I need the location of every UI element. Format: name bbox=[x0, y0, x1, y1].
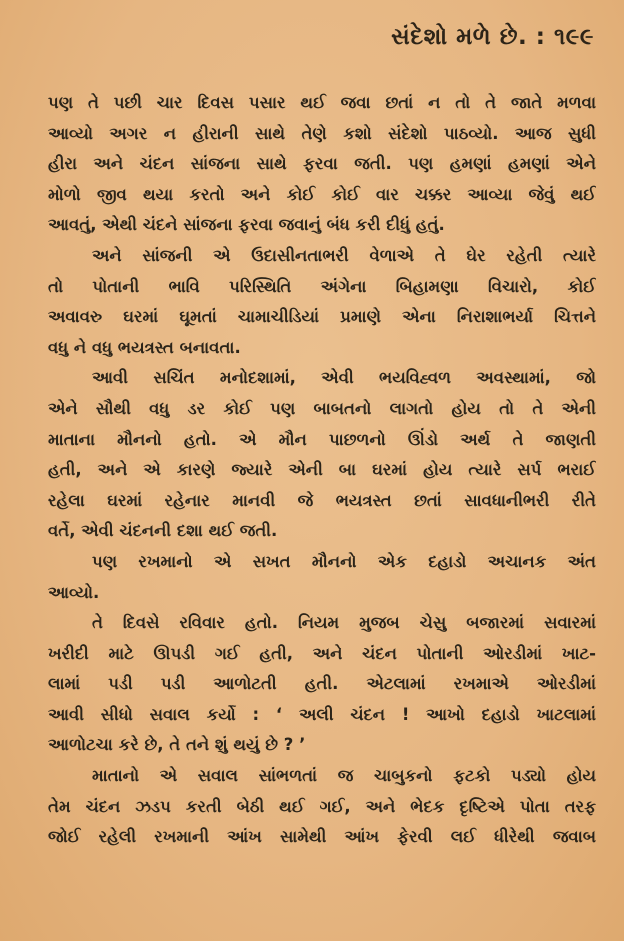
text-line: તેમ ચંદન ઝડપ કરતી બેઠી થઈ ગઈ, અને ભેદક દૃષ્ટિએ પોતા તરફ bbox=[48, 796, 596, 816]
text-line: આવી સચિંત મનોદશામાં, એવી ભયવિહ્વળ અવસ્થામાં, જો bbox=[92, 368, 596, 388]
text-line: પણ રખમાનો એ સખત મૌનનો એક દહાડો અચાનક અંત bbox=[92, 551, 596, 571]
text-line: વર્તે, એવી ચંદનની દશા થઈ જતી. bbox=[48, 521, 278, 541]
text-line: એને સૌથી વધુ ડર કોઈ પણ બાબતનો લાગતો હોય તો તે એની bbox=[48, 398, 596, 418]
text-line: અવાવરુ ઘરમાં ઘૂમતાં ચામાચીડિયાં પ્રમાણે એના નિરાશાભર્યા ચિત્તને bbox=[48, 307, 596, 327]
text-line: આવ્યો અગર ન હીરાની સાથે તેણે કશો સંદેશો પાઠવ્યો. આજ સુધી bbox=[48, 123, 596, 143]
text-line: આવ્યો. bbox=[48, 582, 100, 602]
text-line: મોળો જીવ થયા કરતો અને કોઈ કોઈ વાર ચક્કર આવ્યા જેવું થઈ bbox=[48, 184, 596, 204]
text-line: આવી સીધો સવાલ કર્યો : ‘ અલી ચંદન ! આખો દહાડો ખાટલામાં bbox=[48, 704, 596, 724]
text-line: લામાં પડી પડી આળોટતી હતી. એટલામાં રખમાએ ઓરડીમાં bbox=[48, 674, 596, 694]
text-line: માતાનો એ સવાલ સાંભળતાં જ ચાબુકનો ફટકો પડ્યો હોય bbox=[92, 766, 596, 786]
text-line: તો પોતાની ભાવિ પરિસ્થિતિ અંગેના બિહામણા વિચારો, કોઈ bbox=[48, 276, 596, 296]
text-line: તે દિવસે રવિવાર હતો. નિયમ મુજબ ચેસુ બજારમાં સવારમાં bbox=[92, 613, 596, 633]
text-line: આળોટચા કરે છે, તે તને શું થયું છે ? ’ bbox=[48, 735, 306, 755]
text-line: અને સાંજની એ ઉદાસીનતાભરી વેળાએ તે ઘેર રહેતી ત્યારે bbox=[92, 245, 596, 265]
body-text bbox=[48, 88, 596, 853]
text-line: આવતું, એથી ચંદને સાંજના ફરવા જવાનું બંધ કરી દીધું હતું. bbox=[48, 215, 445, 235]
text-line: હતી, અને એ કારણે જ્યારે એની બા ઘરમાં હોય ત્યારે સર્પ ભરાઈ bbox=[48, 460, 596, 480]
text-line: માતાના મૌનનો હતો. એ મૌન પાછળનો ઊંડો અર્થ તે જાણતી bbox=[48, 429, 596, 449]
text-line: જોઈ રહેલી રખમાની આંખ સામેથી આંખ ફેરવી લઈ ધીરેથી જવાબ bbox=[48, 827, 596, 847]
text-line: હીરા અને ચંદન સાંજના સાથે ફરવા જતી. પણ હમણાં હમણાં એને bbox=[48, 154, 596, 174]
running-header: સંદેશો મળે છે. : ૧૯૯ bbox=[391, 24, 594, 50]
text-line: વધુ ને વધુ ભયત્રસ્ત બનાવતા. bbox=[48, 337, 241, 357]
text-line: ખરીદી માટે ઊપડી ગઈ હતી, અને ચંદન પોતાની ઓરડીમાં ખાટ- bbox=[48, 643, 596, 663]
text-line: રહેલા ઘરમાં રહેનાર માનવી જે ભયત્રસ્ત છતાં સાવધાનીભરી રીતે bbox=[48, 490, 596, 510]
text-line: પણ તે પછી ચાર દિવસ પસાર થઈ જવા છતાં ન તો તે જાતે મળવા bbox=[48, 93, 596, 112]
